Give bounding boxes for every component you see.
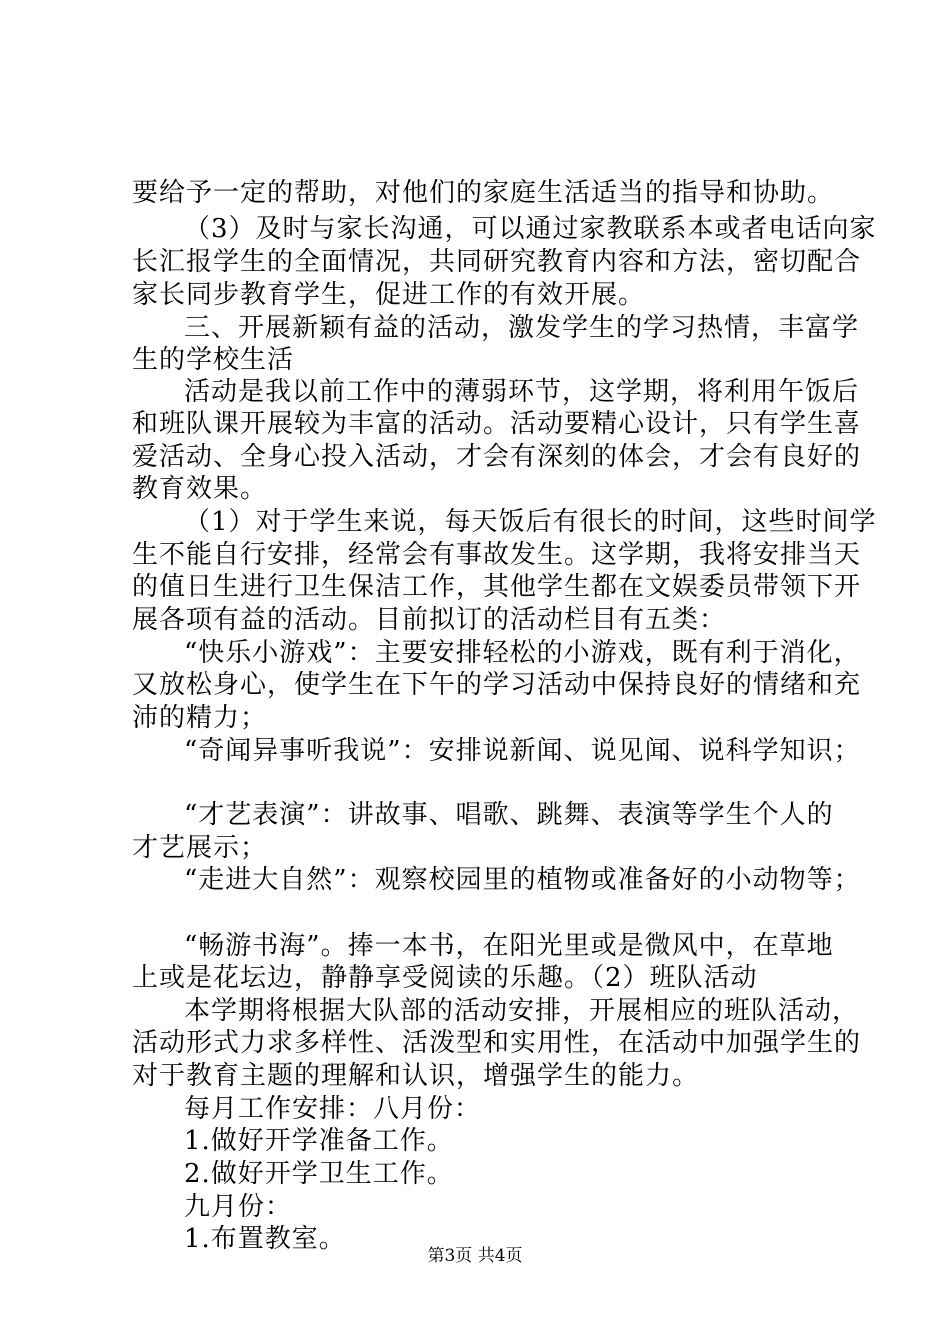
page-number-footer: 第3页 共4页 [427,1246,523,1266]
september-item-1: 1.布置教室。 [184,1224,346,1254]
text-line-17: 沛的精力； [132,703,268,733]
text-line-26: 对于教育主题的理解和认识，增强学生的能力。 [132,1061,700,1091]
text-line-8: 和班队课开展较为丰富的活动。活动要精心设计，只有学生喜 [132,409,862,439]
text-line-2: （3）及时与家长沟通，可以通过家教联系本或者电话向家 [184,214,877,244]
text-line-12: 生不能自行安排，经常会有事故发生。这学期，我将安排当天 [132,540,862,570]
text-line-20: 才艺展示； [132,833,268,863]
text-line-25: 活动形式力求多样性、活泼型和实用性，在活动中加强学生的 [132,1028,862,1058]
text-line-15: “快乐小游戏”：主要安排轻松的小游戏，既有利于消化， [184,638,861,668]
text-line-1: 要给予一定的帮助，对他们的家庭生活适当的指导和协助。 [132,178,835,208]
text-line-21: “走进大自然”：观察校园里的植物或准备好的小动物等； [184,865,861,895]
text-line-14: 展各项有益的活动。目前拟订的活动栏目有五类： [132,605,727,635]
text-line-23: 上或是花坛边，静静享受阅读的乐趣。（2）班队活动 [132,963,758,993]
text-line-19: “才艺表演”：讲故事、唱歌、跳舞、表演等学生个人的 [184,800,834,830]
text-line-9: 爱活动、全身心投入活动，才会有深刻的体会，才会有良好的 [132,442,862,472]
section-heading-3-cont: 生的学校生活 [132,345,295,375]
text-line-11: （1）对于学生来说，每天饭后有很长的时间，这些时间学 [184,507,877,537]
text-line-7: 活动是我以前工作中的薄弱环节，这学期，将利用午饭后 [184,377,860,407]
section-heading-3: 三、开展新颖有益的活动，激发学生的学习热情，丰富学 [184,313,860,343]
monthly-plan-heading: 每月工作安排：八月份： [184,1094,482,1124]
text-line-3: 长汇报学生的全面情况，共同研究教育内容和方法，密切配合 [132,247,862,277]
text-line-10: 教育效果。 [132,474,268,504]
august-item-1: 1.做好开学准备工作。 [184,1126,454,1156]
september-heading: 九月份： [184,1192,293,1222]
text-line-16: 又放松身心，使学生在下午的学习活动中保持良好的情绪和充 [132,670,862,700]
text-line-4: 家长同步教育学生，促进工作的有效开展。 [132,280,646,310]
text-line-24: 本学期将根据大队部的活动安排，开展相应的班队活动， [184,996,860,1026]
text-line-22: “畅游书海”。捧一本书，在阳光里或是微风中，在草地 [184,931,834,961]
text-line-18: “奇闻异事听我说”：安排说新闻、说见闻、说科学知识； [184,736,861,766]
august-item-2: 2.做好开学卫生工作。 [184,1159,454,1189]
text-line-13: 的值日生进行卫生保洁工作，其他学生都在文娱委员带领下开 [132,572,862,602]
